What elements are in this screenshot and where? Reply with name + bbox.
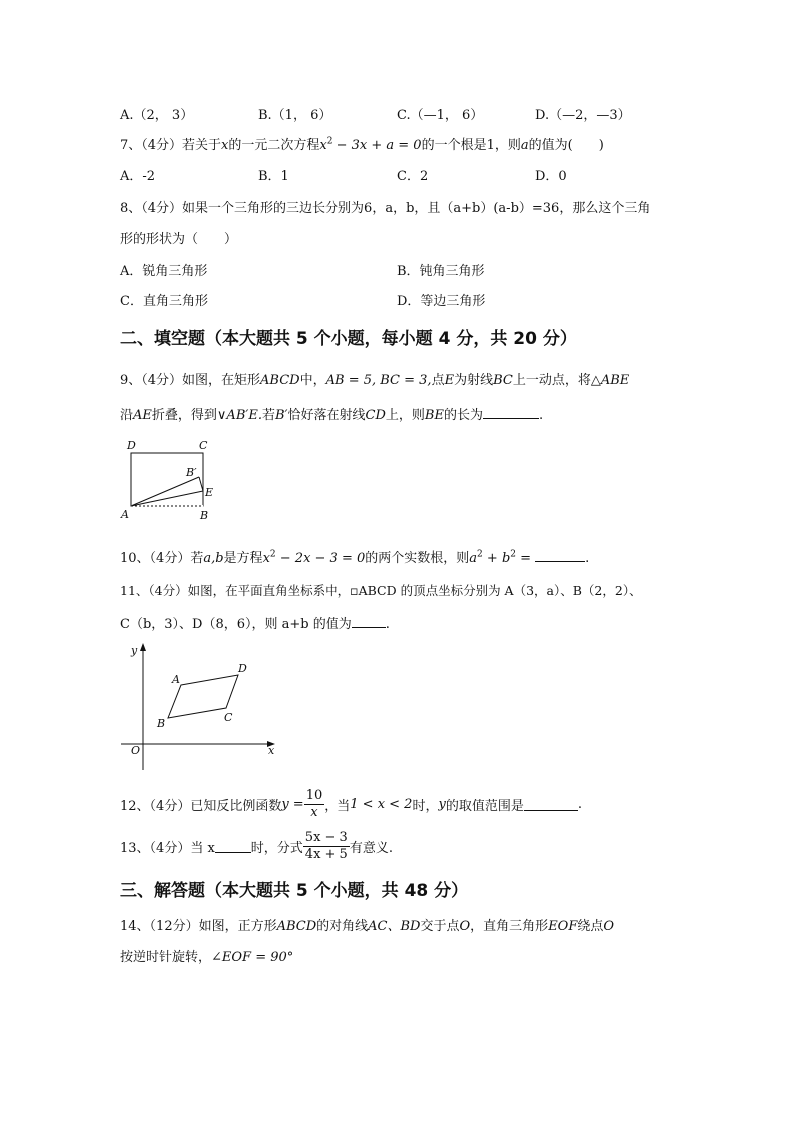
q13-stem: 13、（4分）当 x 时，分式 $\frac{5x - 3}{4x + 5}$ 有意义. [120, 829, 393, 862]
q7-option-a: A．-2 [120, 169, 156, 184]
q9-stem-line2: 沿AE折叠，得到∨AB′E.若B′恰好落在射线CD上，则BE的长为 . [120, 408, 544, 423]
q8-option-b: B．钝角三角形 [397, 264, 485, 279]
q6-option-c: C.（—1， 6） [397, 108, 484, 123]
q9-stem-line1: 9、（4分）如图，在矩形ABCD中，AB = 5, BC = 3,点E为射线BC上一动点，将△ABE [120, 373, 630, 388]
label-y: y [131, 644, 138, 657]
label-b: B [157, 717, 166, 730]
label-a: A [121, 508, 129, 521]
q8-option-c: C．直角三角形 [120, 294, 208, 309]
label-b: B [200, 509, 209, 522]
label-e: E [205, 486, 214, 499]
q8-option-d: D．等边三角形 [397, 294, 486, 309]
q9-answer-blank [483, 406, 539, 419]
q13-answer-blank [215, 840, 251, 853]
q10-stem: 10、（4分）若a,b是方程$x^2 - 2x - 3 = 0$的两个实数根，则$a^2 + b^2$ = . [120, 549, 590, 566]
segment-ae [131, 491, 203, 506]
label-c: C [199, 439, 208, 452]
q14-stem-line2: 按逆时针旋转，∠EOF = 90° [120, 950, 294, 965]
label-c: C [224, 711, 233, 724]
segment-b-prime-e [199, 477, 203, 491]
label-x: x [268, 744, 275, 757]
q6-option-b: B.（1， 6） [258, 108, 332, 123]
q12-stem: 12、（4分）已知反比例函数 y = $\frac{10}{x}$ ，当 1 < x < 2 时， y 的取值范围是 . [120, 787, 582, 820]
q10-answer-blank [535, 549, 585, 562]
q14-stem-line1: 14、（12分）如图，正方形ABCD的对角线AC、BD交于点O，直角三角形EOF绕点O [120, 919, 615, 934]
q12-answer-blank [524, 798, 578, 811]
label-a: A [172, 673, 180, 686]
segment-ab-prime [131, 477, 199, 506]
q7-option-c: C．2 [397, 169, 429, 184]
q7-option-d: D．0 [535, 169, 567, 184]
q6-option-a: A.（2， 3） [120, 108, 194, 123]
q11-coordinate-figure [118, 640, 283, 775]
q8-stem-line1: 8、（4分）如果一个三角形的三边长分别为6，a，b，且（a+b）(a-b）=36，那么这个三角 [120, 201, 651, 216]
label-o: O [131, 744, 141, 757]
q7-option-b: B．1 [258, 169, 289, 184]
label-d: D [127, 439, 136, 452]
q9-rectangle-figure [120, 436, 230, 524]
label-b-prime: B′ [186, 466, 197, 479]
q7-stem: 7、（4分）若关于x的一元二次方程$x^2 - 3x + a = 0$的一个根是1，则a的值为( ) [120, 136, 604, 153]
q6-option-d: D.（—2，—3） [535, 108, 631, 123]
section-3-heading: 三、解答题（本大题共 5 个小题，共 48 分） [120, 881, 469, 901]
section-2-heading: 二、填空题（本大题共 5 个小题，每小题 4 分，共 20 分） [120, 329, 577, 349]
q8-option-a: A．锐角三角形 [120, 264, 208, 279]
q13-fraction: $\frac{5x - 3}{4x + 5}$ [304, 829, 348, 862]
q11-stem-line1: 11、（4分）如图，在平面直角坐标系中，▫ABCD 的顶点坐标分别为 A（3，a）、B（2，2）、 [120, 583, 642, 598]
q11-answer-blank [352, 615, 386, 628]
q8-stem-line2: 形的形状为（ ） [120, 232, 238, 247]
q12-fraction: $\frac{10}{x}$ [305, 787, 323, 820]
q11-stem-line2: C（b，3）、D（8，6），则 a+b 的值为 . [120, 617, 390, 632]
label-d: D [238, 662, 247, 675]
y-axis-arrow [140, 643, 146, 651]
